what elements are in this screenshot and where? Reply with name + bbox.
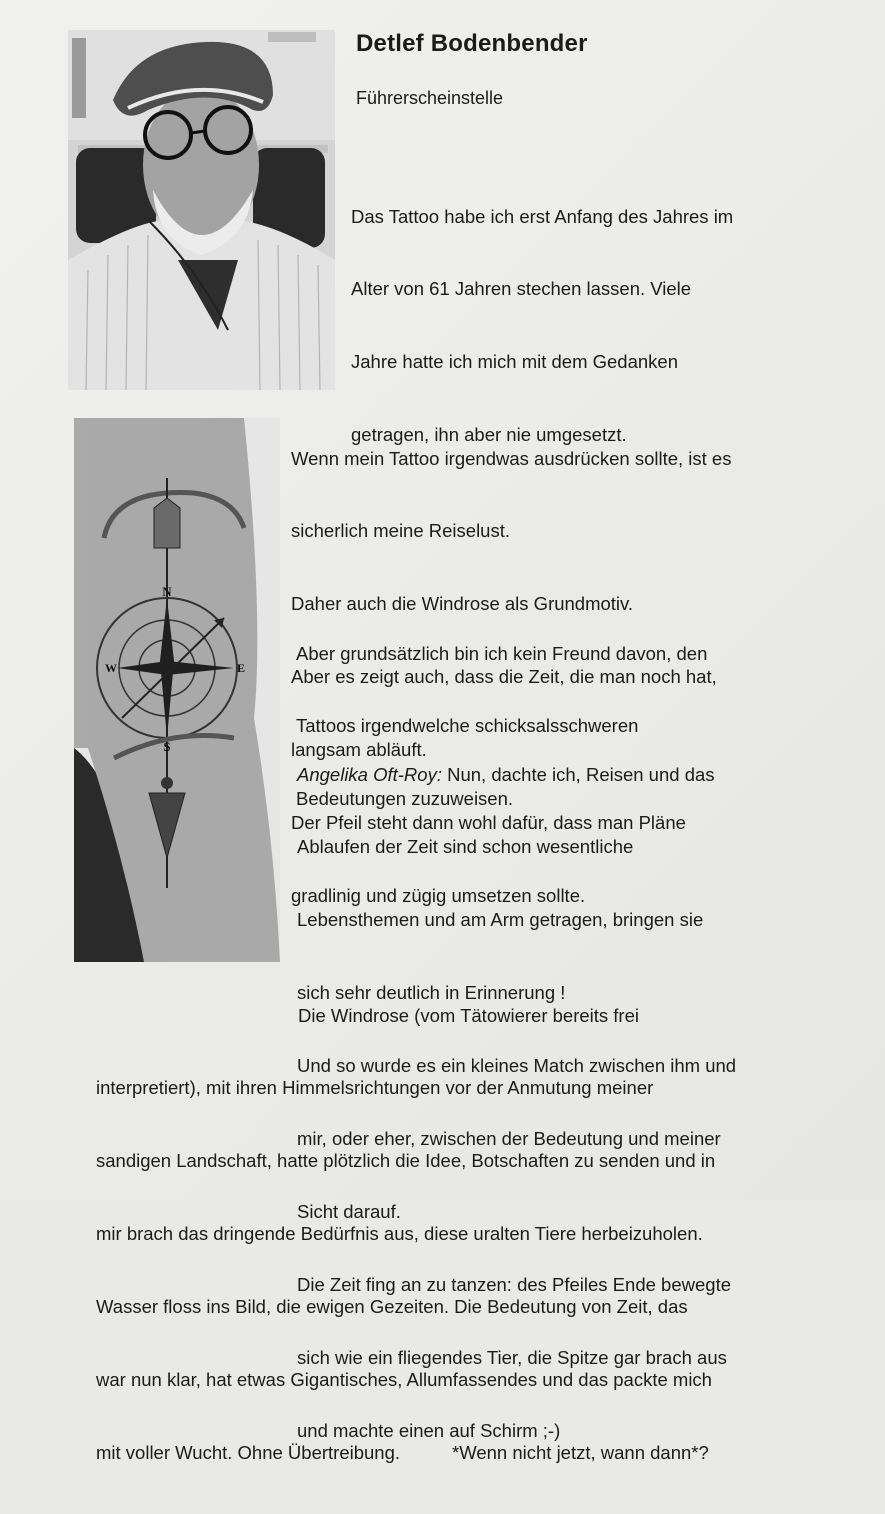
text-line: Aber es zeigt auch, dass die Zeit, die man noch hat, [291, 666, 717, 688]
tattoo-photo [74, 418, 280, 962]
text-line: gradlinig und zügig umsetzen sollte. [291, 884, 586, 906]
text-line: Die Windrose (vom Tätowierer bereits frei [298, 1004, 639, 1026]
compass-north-label: N [162, 584, 172, 599]
text-line: Aber grundsätzlich bin ich kein Freund davon, den [296, 642, 708, 664]
department-label: Führerscheinstelle [356, 88, 504, 108]
text-line: Lebensthemen und am Arm getragen, bringen sie [297, 909, 704, 931]
person-name: Detlef Bodenbender [356, 30, 588, 57]
text-line: Und so wurde es ein kleines Match zwischen ihm und [297, 1055, 737, 1077]
last-line: mit voller Wucht. Ohne Übertreibung. [96, 1441, 401, 1463]
compass-west-label: W [105, 661, 117, 675]
text-line: Die Zeit fing an zu tanzen: des Pfeiles Ende bewegte [297, 1273, 731, 1295]
text-line: interpretiert), mit ihren Himmelsrichtungen vor der Anmutung meiner [96, 1077, 654, 1099]
artist-first-line: Nun, dachte ich, Reisen und das [441, 763, 715, 785]
text-line: Wasser floss ins Bild, die ewigen Gezeiten. Die Bedeutung von Zeit, das [96, 1296, 688, 1318]
text-line: sicherlich meine Reiselust. [291, 520, 511, 542]
compass-tattoo-illustration [74, 418, 280, 962]
text-line: Das Tattoo habe ich erst Anfang des Jahres im [351, 205, 734, 227]
compass-south-label: S [163, 739, 171, 754]
text-line: Jahre hatte ich mich mit dem Gedanken [351, 351, 678, 373]
text-line: Alter von 61 Jahren stechen lassen. Viele [351, 278, 692, 300]
compass-east-label: E [236, 661, 246, 675]
text-line: mir, oder eher, zwischen der Bedeutung und meiner [297, 1128, 721, 1150]
text-line: Ablaufen der Zeit sind schon wesentliche [297, 836, 634, 858]
closing-paragraph [96, 955, 715, 1514]
text-line: sich wie ein fliegendes Tier, die Spitze gar brach aus [297, 1346, 727, 1368]
portrait-illustration [68, 30, 335, 390]
text-line: langsam abläuft. [291, 739, 427, 761]
text-line [297, 763, 736, 787]
text-line: war nun klar, hat etwas Gigantisches, Allumfassendes und das packte mich [96, 1369, 712, 1391]
text-line: und machte einen auf Schirm ;-) [297, 1419, 561, 1441]
text-line: Tattoos irgendwelche schicksalsschweren [296, 715, 639, 737]
text-line: Daher auch die Windrose als Grundmotiv. [291, 593, 634, 615]
text-line: sich sehr deutlich in Erinnerung ! [297, 982, 566, 1004]
text-line: getragen, ihn aber nie umgesetzt. [351, 424, 627, 446]
portrait-photo [68, 30, 335, 390]
text-line: Wenn mein Tattoo irgendwas ausdrücken sollte, ist es [291, 447, 732, 469]
artist-name: Angelika Oft-Roy: [297, 763, 442, 785]
motto: *Wenn nicht jetzt, wann dann*? [452, 1441, 709, 1463]
text-line: Der Pfeil steht dann wohl dafür, dass man Pläne [291, 812, 686, 834]
text-line [96, 1441, 715, 1465]
text-line: Bedeutungen zuzuweisen. [296, 788, 514, 810]
text-line: Sicht darauf. [297, 1200, 401, 1222]
text-line: mir brach das dringende Bedürfnis aus, diese uralten Tiere herbeizuholen. [96, 1223, 703, 1245]
text-line: sandigen Landschaft, hatte plötzlich die Idee, Botschaften zu senden und in [96, 1150, 716, 1172]
